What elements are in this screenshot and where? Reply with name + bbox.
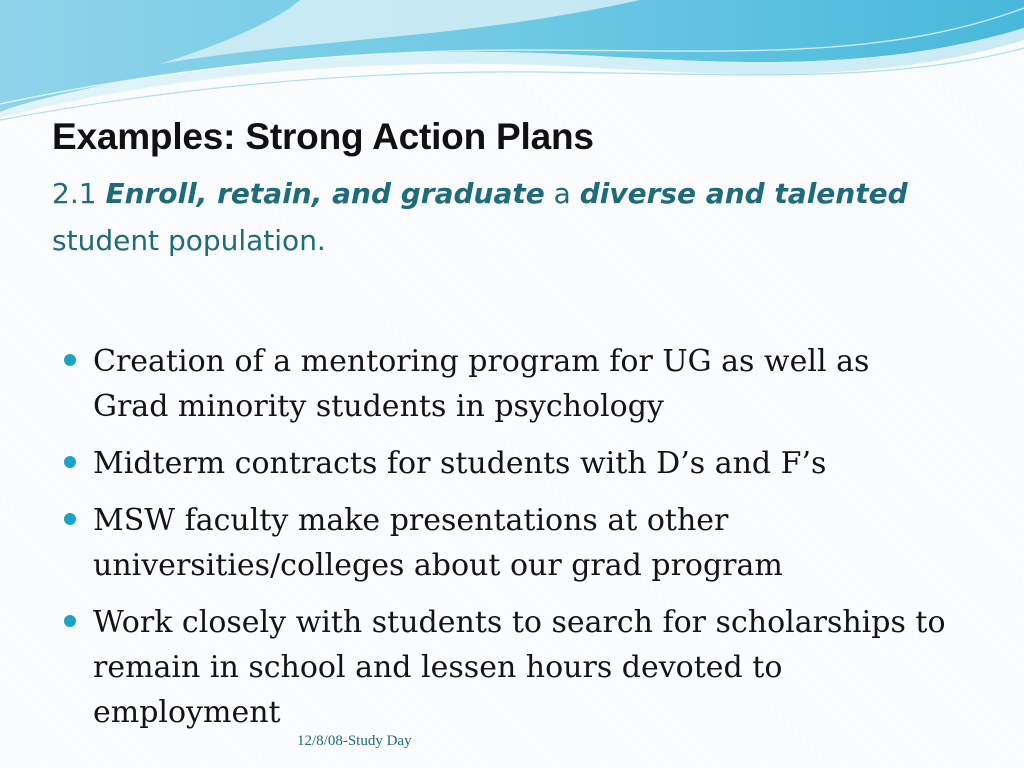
- subtitle-tail: student population.: [52, 224, 326, 257]
- bullet-text: MSW faculty make presentations at other universities/colleges about our grad program: [93, 503, 783, 583]
- slide-subtitle: [52, 170, 992, 264]
- subtitle-number: 2.1: [52, 177, 106, 210]
- bullet-dot-icon: [64, 354, 76, 366]
- bullet-dot-icon: [64, 615, 76, 627]
- subtitle-article: a: [544, 177, 580, 210]
- bullet-item: [64, 600, 954, 735]
- bullet-item: [64, 339, 954, 429]
- subtitle-emphasis-diverse: diverse and talented: [579, 177, 908, 210]
- bullet-text: Creation of a mentoring program for UG as well as Grad minority students in psychology: [93, 344, 870, 424]
- bullet-text: Midterm contracts for students with D’s and F’s: [93, 446, 827, 481]
- decorative-wave-banner: [0, 0, 1024, 130]
- bullet-dot-icon: [64, 456, 76, 468]
- slide-footer: 12/8/08-Study Day: [297, 733, 412, 749]
- subtitle-emphasis-enroll: Enroll, retain, and graduate: [105, 177, 545, 210]
- bullet-text: Work closely with students to search for scholarships to remain in school and lessen hours devoted to employment: [93, 605, 946, 730]
- bullet-item: [64, 498, 954, 588]
- bullet-dot-icon: [64, 513, 76, 525]
- bullet-item: [64, 441, 954, 486]
- bullet-list: [64, 339, 954, 747]
- slide-title: Examples: Strong Action Plans: [52, 116, 594, 157]
